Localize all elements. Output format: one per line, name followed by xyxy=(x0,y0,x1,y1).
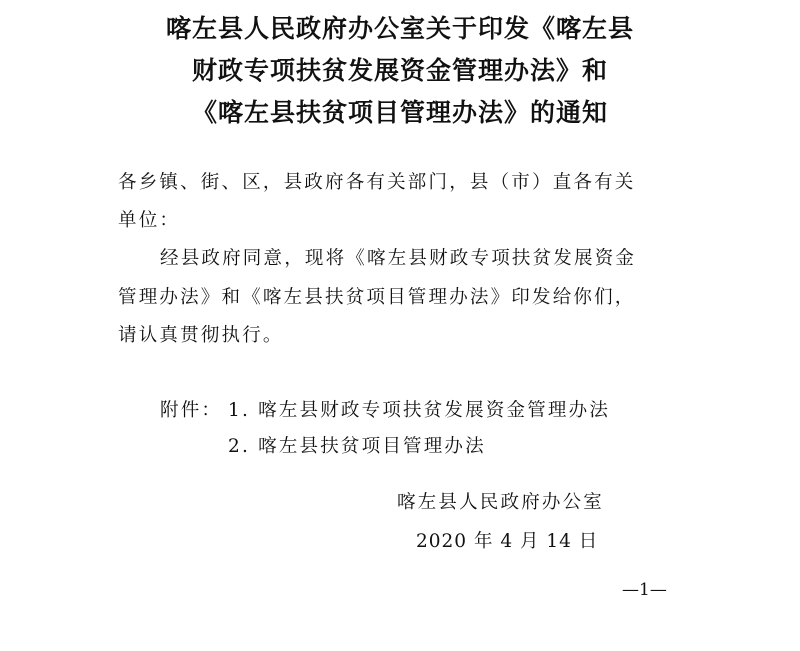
page-number: —1— xyxy=(622,580,667,600)
attachment-item: 1. 喀左县财政专项扶贫发展资金管理办法 xyxy=(228,400,611,421)
title-line-3: 《喀左县扶贫项目管理办法》的通知 xyxy=(191,98,608,127)
body-line-2: 管理办法》和《喀左县扶贫项目管理办法》印发给你们， xyxy=(118,287,636,308)
title-line-1: 喀左县人民政府办公室关于印发《喀左县 xyxy=(165,14,634,43)
addressee-line-1: 各乡镇、街、区，县政府各有关部门，县（市）直各有关 xyxy=(118,172,636,193)
issuer-name: 喀左县人民政府办公室 xyxy=(397,492,605,513)
attachments-label: 附件： xyxy=(160,400,223,421)
addressee-line-2: 单位： xyxy=(118,210,181,231)
title-line-2: 财政专项扶贫发展资金管理办法》和 xyxy=(191,56,608,85)
attachment-item: 2. 喀左县扶贫项目管理办法 xyxy=(228,436,486,457)
issue-date: 2020 年 4 月 14 日 xyxy=(416,531,599,552)
body-line-3: 请认真贯彻执行。 xyxy=(118,325,284,346)
body-line-1: 经县政府同意，现将《喀左县财政专项扶贫发展资金 xyxy=(160,248,637,269)
